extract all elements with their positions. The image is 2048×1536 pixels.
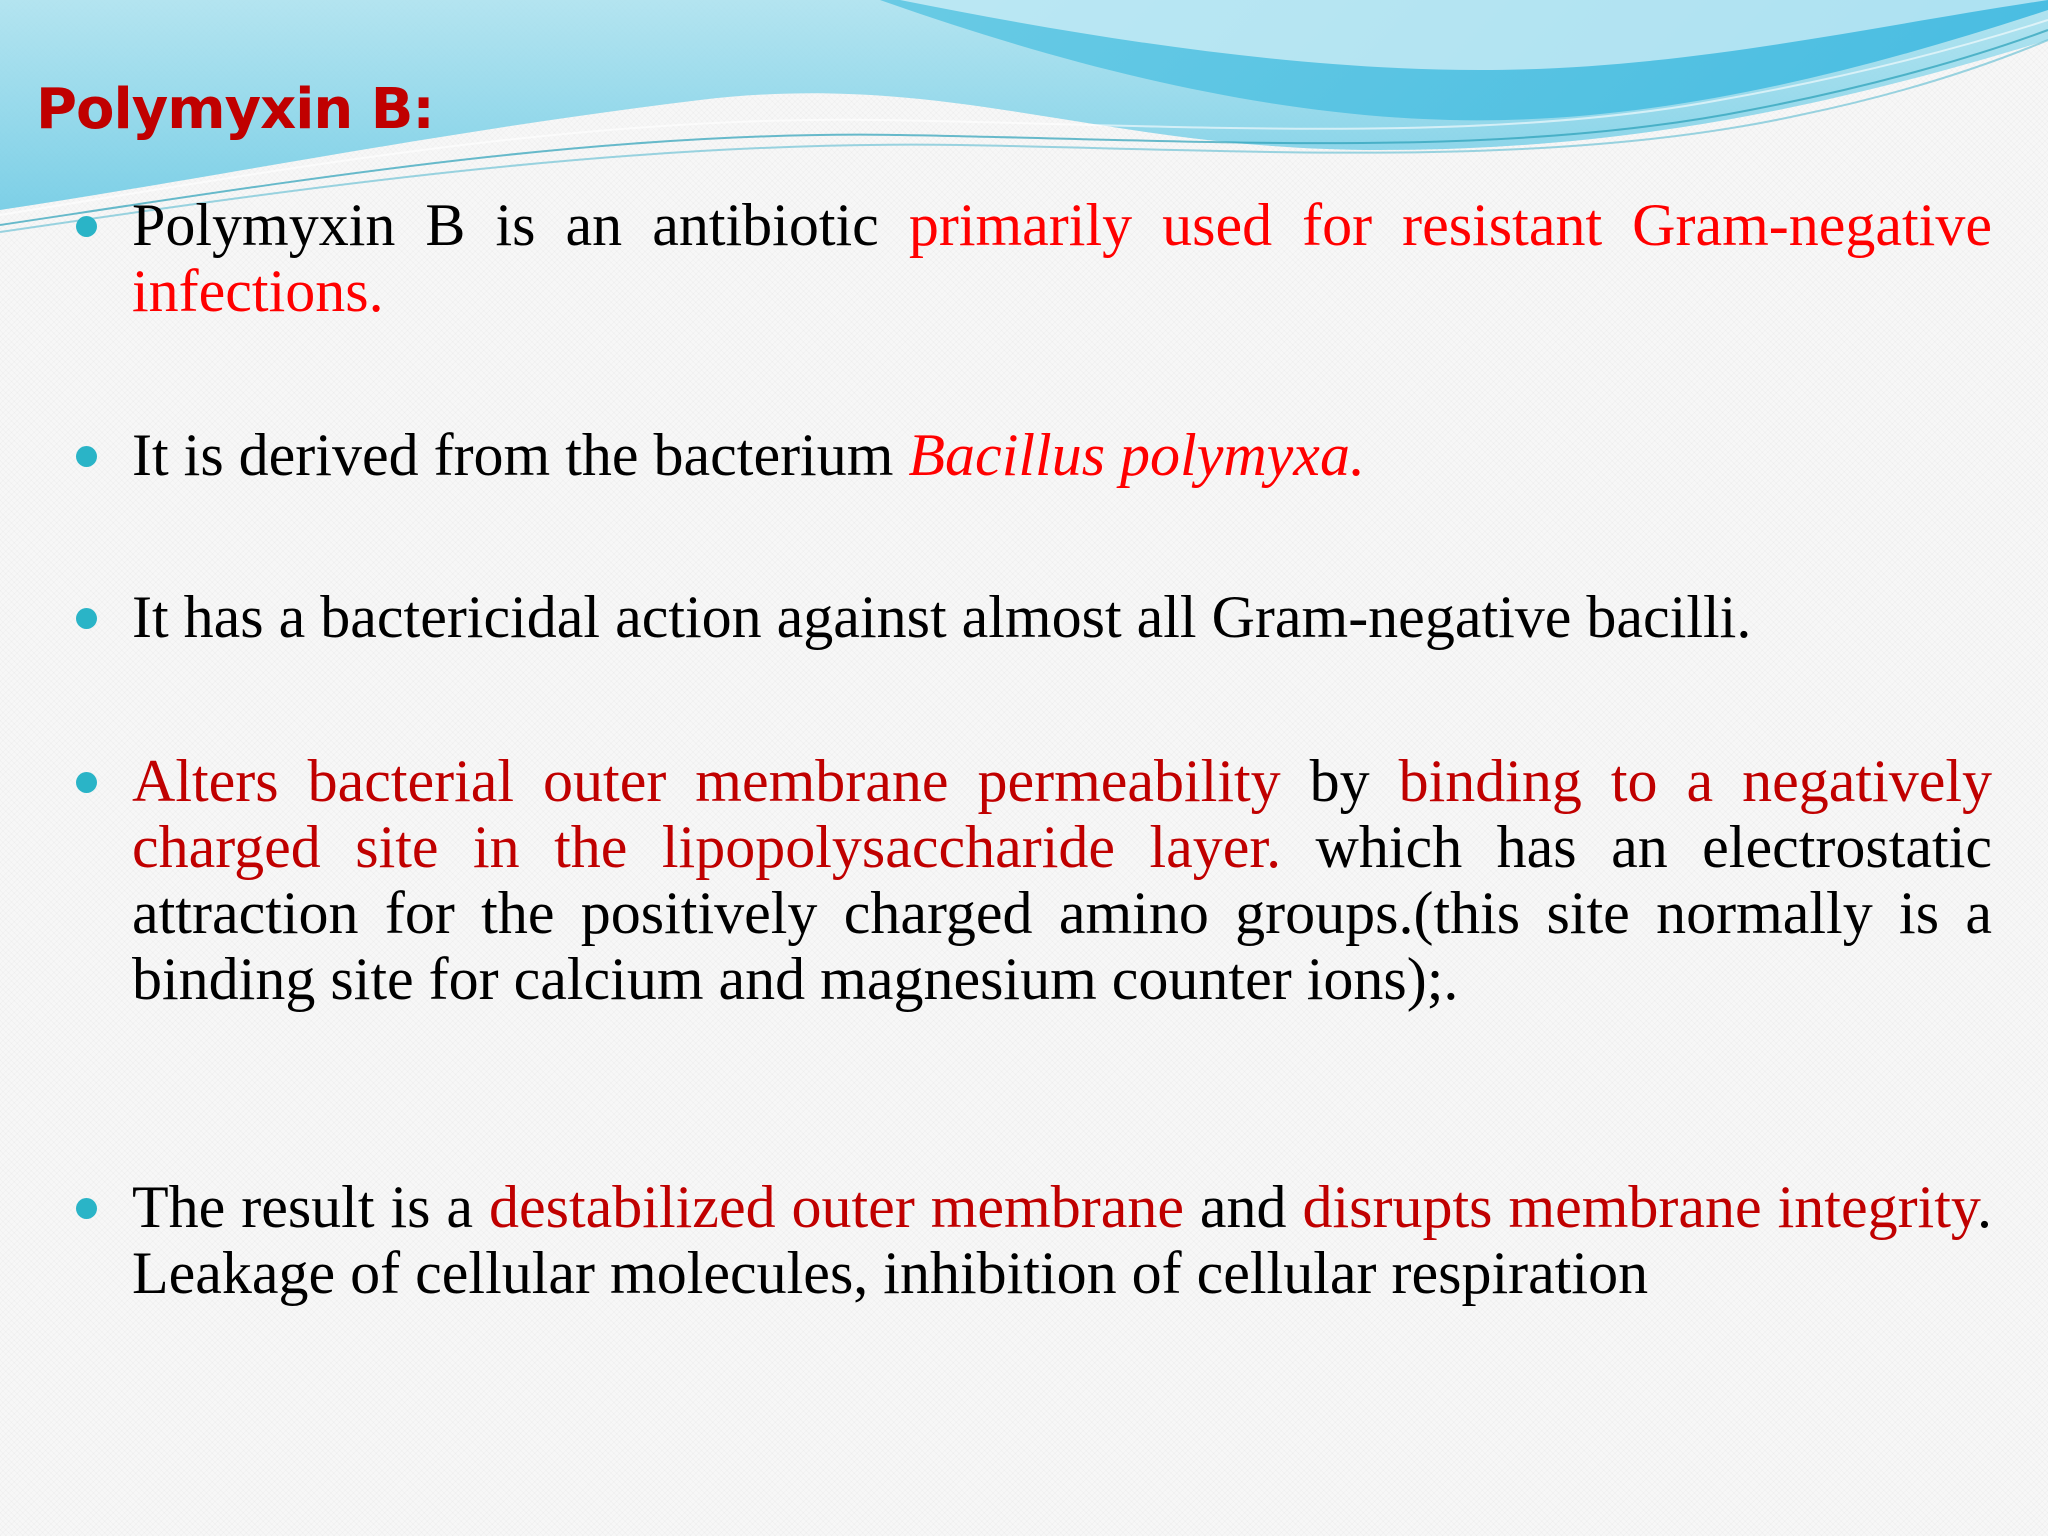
bullet-item [132, 1174, 1992, 1306]
bullet-emphasis: disrupts membrane integrity [1302, 1174, 1977, 1240]
bullet-dot-icon [76, 772, 97, 793]
bullet-dot-icon [76, 216, 97, 237]
bullet-item [132, 748, 1992, 1012]
bullet-dot-icon [76, 446, 97, 467]
bullet-dot-icon [76, 1198, 97, 1219]
bullet-emphasis: binding to a negatively charged site in the lipopolysaccharide layer. [132, 748, 1992, 880]
bullet-item [132, 422, 1992, 488]
bullet-emphasis: primarily used for resistant Gram-negative infections. [132, 192, 1992, 324]
bullet-emphasis: destabilized outer membrane [489, 1174, 1184, 1240]
bullet-text: which has an electrostatic attraction for the positively charged amino groups.(this site normally is a binding site for calcium and magnesium counter ions);. [132, 814, 1992, 1012]
slide-title: Polymyxin B: [36, 77, 434, 142]
bullet-text: It has a bactericidal action against almost all Gram-negative bacilli. [132, 584, 1752, 650]
bullet-item [132, 192, 1992, 324]
bullet-text: Polymyxin B is an antibiotic [132, 192, 909, 258]
bullet-emphasis: Alters bacterial outer membrane permeability [132, 748, 1281, 814]
bullet-dot-icon [76, 608, 97, 629]
bullet-emphasis: Bacillus polymyxa. [908, 422, 1365, 488]
bullet-item [132, 584, 1992, 650]
bullet-text: and [1183, 1174, 1303, 1240]
bullet-text: The result is a [132, 1174, 490, 1240]
bullet-text: . Leakage of cellular molecules, inhibition of cellular respiration [132, 1174, 1992, 1306]
bullet-text: by [1280, 748, 1399, 814]
bullet-text: It is derived from the bacterium [132, 422, 909, 488]
